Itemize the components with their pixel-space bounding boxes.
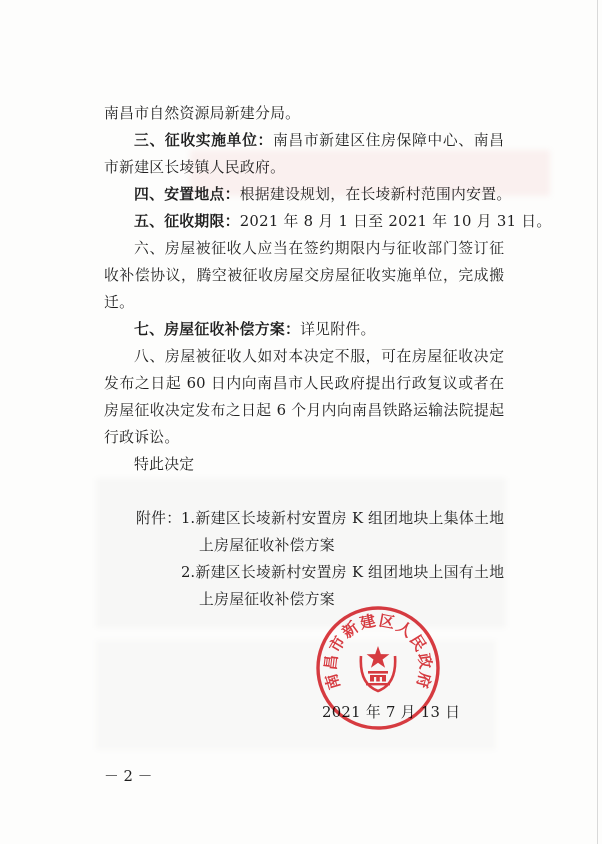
- section-5-line: [134, 212, 552, 232]
- body-text: 行政诉讼。: [104, 429, 180, 446]
- section-label: 三、征收实施单位：: [134, 132, 273, 149]
- section-4-line: [134, 185, 511, 205]
- body-text: 八、房屋被征收人如对本决定不服，可在房屋征收决定: [134, 348, 504, 365]
- seal-text: 南昌市新建区人民政府: [321, 611, 435, 692]
- section-8-line: [134, 347, 504, 367]
- attachments-label-text: 附件：: [136, 510, 182, 527]
- attachment-number: 2.: [181, 564, 196, 581]
- body-line: [104, 401, 504, 421]
- body-text: 发布之日起 60 日内向南昌市人民政府提出行政复议或者在: [104, 375, 504, 392]
- attachments-label: [136, 509, 181, 529]
- section-3-line: [134, 131, 504, 151]
- body-text: 南昌市自然资源局新建分局。: [104, 105, 301, 122]
- attachment-item-1: [181, 509, 504, 529]
- body-line: [104, 374, 504, 394]
- section-7-line: [134, 320, 376, 340]
- body-text: 详见附件。: [300, 321, 376, 338]
- issue-date: 2021 年 7 月 13 日: [322, 704, 461, 721]
- body-text: 六、房屋被征收人应当在签约期限内与征收部门签订征: [134, 240, 504, 257]
- official-seal: [314, 604, 442, 732]
- body-text: 2021 年 8 月 1 日至 2021 年 10 月 31 日。: [239, 213, 552, 230]
- body-line: [104, 293, 134, 313]
- body-text: 特此决定: [134, 456, 195, 473]
- attachment-title: 上房屋征收补偿方案: [199, 591, 335, 608]
- section-label: 七、房屋征收补偿方案：: [134, 321, 301, 338]
- attachment-item-2: [181, 563, 504, 583]
- page-edge: [597, 0, 598, 844]
- page-number: － 2 －: [104, 768, 153, 785]
- section-label: 五、征收期限：: [134, 213, 240, 230]
- body-text: 市新建区长堎镇人民政府。: [104, 159, 286, 176]
- closing-phrase: [134, 455, 194, 475]
- attachment-title: 新建区长堎新村安置房 K 组团地块上集体土地: [195, 510, 504, 527]
- body-text: 收补偿协议，腾空被征收房屋交房屋征收实施单位，完成搬: [104, 267, 504, 284]
- attachment-title: 新建区长堎新村安置房 K 组团地块上国有土地: [195, 564, 504, 581]
- body-text: 迁。: [104, 294, 135, 311]
- section-6-line: [134, 239, 504, 259]
- attachment-item-1-continuation: [199, 536, 335, 556]
- body-text: 根据建设规划，在长堎新村范围内安置。: [239, 186, 512, 203]
- attachment-number: 1.: [181, 510, 196, 527]
- body-text: 房屋征收决定发布之日起 6 个月内向南昌铁路运输法院提起: [104, 402, 504, 419]
- attachment-title: 上房屋征收补偿方案: [199, 537, 335, 554]
- body-text: 南昌市新建区住房保障中心、南昌: [272, 132, 504, 149]
- body-line: [104, 104, 300, 124]
- body-line: [104, 158, 285, 178]
- body-line: [104, 266, 504, 286]
- body-line: [104, 428, 180, 448]
- seal-star-icon: [367, 646, 390, 668]
- section-label: 四、安置地点：: [134, 186, 240, 203]
